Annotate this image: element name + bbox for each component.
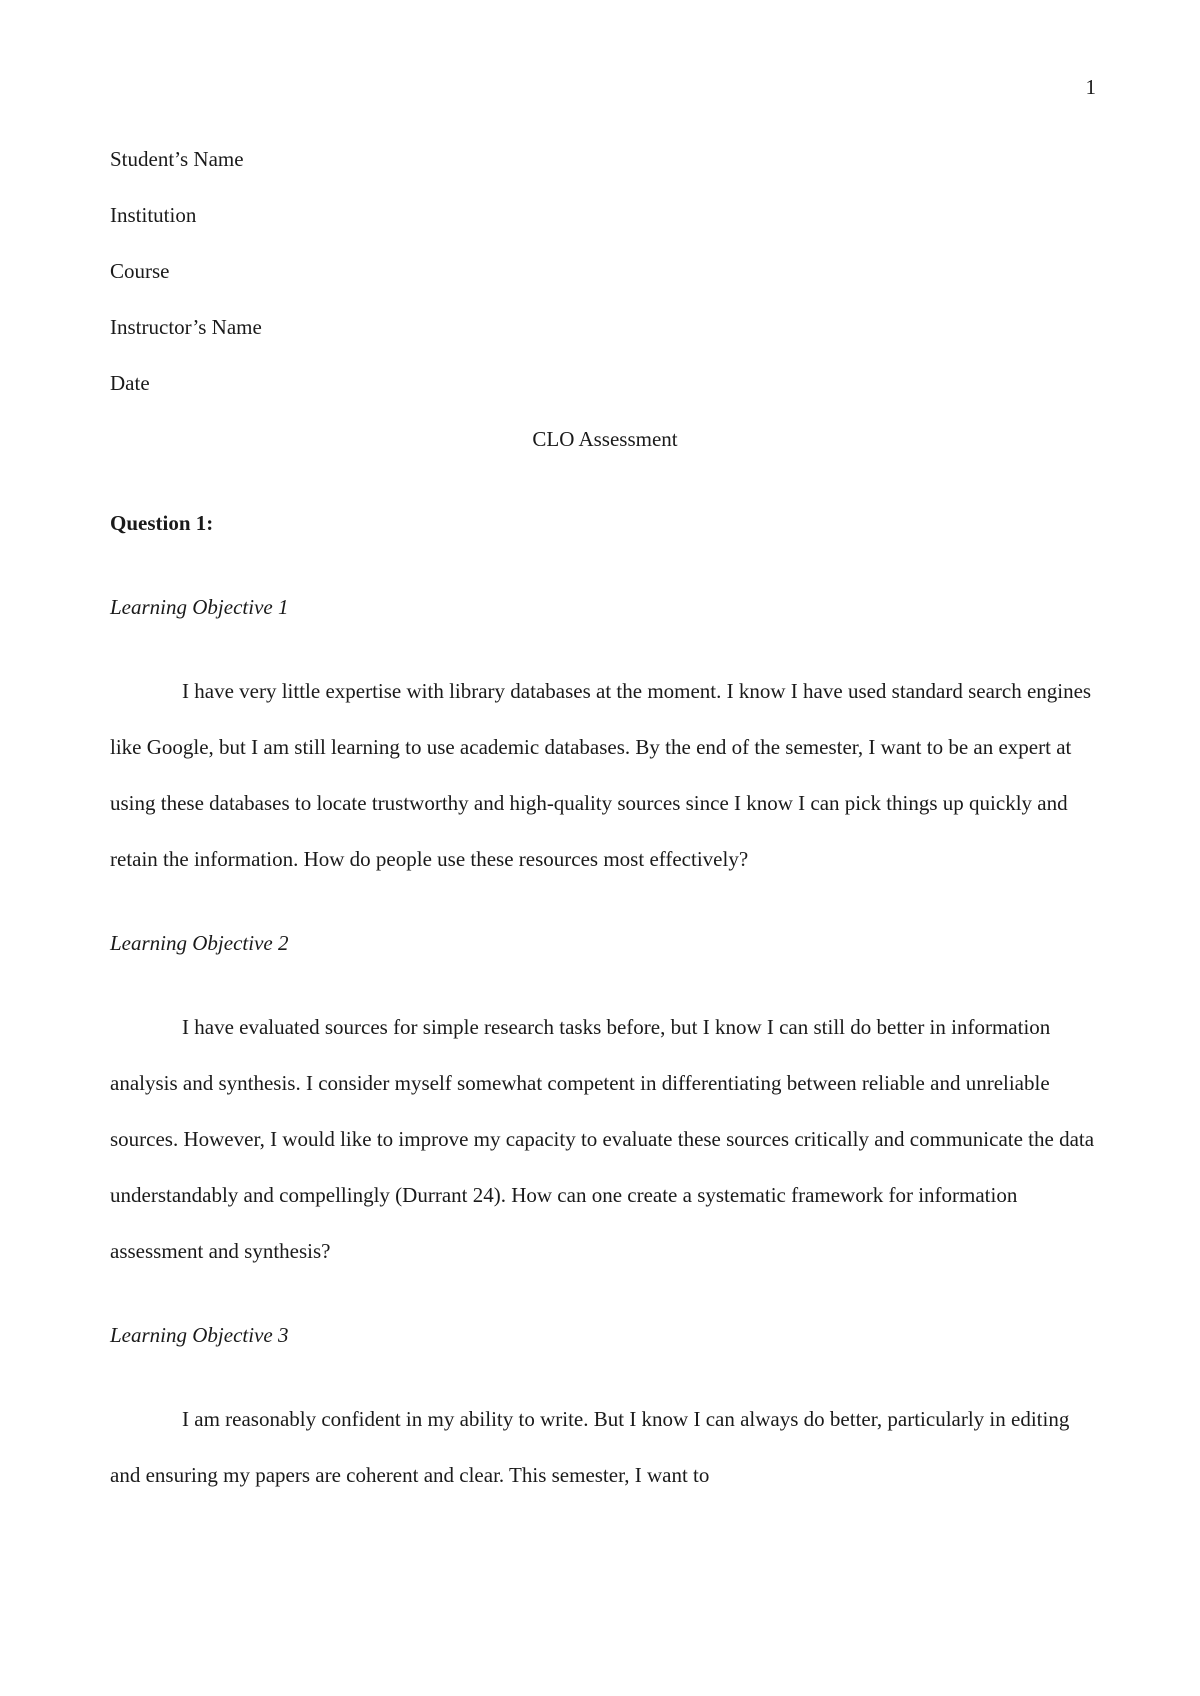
question-heading: Question 1: (110, 511, 214, 535)
learning-objective-1-paragraph: I have very little expertise with library databases at the moment. I know I have used standard search engines like Google, but I am still learning to use academic databases. By the end of the semester, I want to be an expert at using these databases to locate trustworthy and high-quality sources since I know I can pick things up quickly and retain the information. How do people use these resources most effectively? (110, 679, 1092, 871)
learning-objective-1-heading: Learning Objective 1 (110, 595, 289, 619)
page-number: 1 (1085, 75, 1096, 99)
date-line: Date (110, 371, 150, 395)
learning-objective-3-heading: Learning Objective 3 (110, 1323, 289, 1347)
institution-line: Institution (110, 203, 197, 227)
instructor-name-line: Instructor’s Name (110, 315, 262, 339)
learning-objective-3-paragraph: I am reasonably confident in my ability to write. But I know I can always do better, particularly in editing and ensuring my papers are coherent and clear. This semester, I want to (110, 1407, 1070, 1487)
learning-objective-2-heading: Learning Objective 2 (110, 931, 289, 955)
learning-objective-2-paragraph: I have evaluated sources for simple research tasks before, but I know I can still do better in information analysis and synthesis. I consider myself somewhat competent in differentiating between reliable and unreliable sources. However, I would like to improve my capacity to evaluate these sources critically and communicate the data understandably and compellingly (Durrant 24). How can one create a systematic framework for information assessment and synthesis? (110, 1015, 1095, 1263)
document-body (110, 146, 1100, 1518)
course-line: Course (110, 259, 170, 283)
student-name-line: Student’s Name (110, 147, 244, 171)
document-title: CLO Assessment (532, 427, 678, 451)
